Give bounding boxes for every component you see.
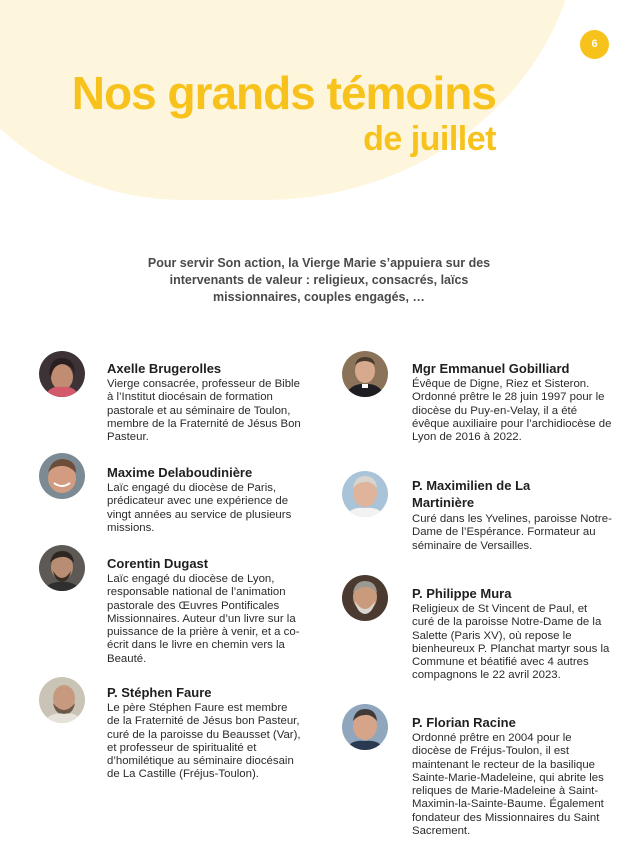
- witness-name: Mgr Emmanuel Gobilliard: [412, 361, 570, 376]
- witness-name: P. Florian Racine: [412, 715, 516, 730]
- witness-description: Laïc engagé du diocèse de Lyon, responsable national de l’animation pastorale des Œuvres Pontificales Missionnaires. Auteur d’un livre sur la puissance de la prière à venir, et a co-écrit dans le livre en chemin vers la Beauté.: [107, 573, 300, 665]
- intro-text: Pour servir Son action, la Vierge Marie s’appuiera sur des intervenants de valeur : religieux, consacrés, laïcs missionnaires, couples engagés, …: [147, 256, 491, 304]
- avatar-portrait: [39, 677, 85, 723]
- witness-name: P. Philippe Mura: [412, 586, 512, 601]
- witness-description: Ordonné prêtre en 2004 pour le diocèse de Fréjus-Toulon, il est maintenant le recteur de la basilique Sainte-Marie-Madeleine, qui abrite les reliques de Marie-Madeleine à Saint-Maximin-la-Sainte-Baume. Également fondateur des Missionnaires du Saint Sacrement.: [412, 732, 604, 838]
- page-subtitle: de juillet: [363, 120, 496, 158]
- witness-name: P. Maximilien de La Martinière: [412, 478, 531, 510]
- avatar-portrait: [39, 351, 85, 397]
- witness-name: Corentin Dugast: [107, 556, 209, 571]
- witness-description: Laïc engagé du diocèse de Paris, prédicateur avec une expérience de vingt années au service de plusieurs missions.: [107, 482, 292, 534]
- page-number-badge: 6: [580, 30, 609, 59]
- witness-name: Axelle Brugerolles: [107, 361, 222, 376]
- witness-description: Vierge consacrée, professeur de Bible à l’Institut diocésain de formation pastorale et au séminaire de Toulon, membre de la Fraternité de Jésus Bon Pasteur.: [107, 378, 301, 444]
- avatar-portrait: [39, 545, 85, 591]
- witness-description: Le père Stéphen Faure est membre de la Fraternité de Jésus bon Pasteur, curé de la paroisse du Beausset (Var), et professeur de spiritualité et d’homilétique au séminaire diocésain de La Castille (Fréjus-Toulon).: [107, 702, 301, 781]
- page-title: Nos grands témoins: [71, 67, 496, 119]
- avatar-portrait: [39, 453, 85, 499]
- avatar-portrait: [342, 471, 388, 517]
- witness-description: Curé dans les Yvelines, paroisse Notre-Dame de l’Espérance. Formateur au séminaire de Versailles.: [412, 513, 612, 552]
- avatar-portrait: [342, 704, 388, 750]
- witness-name: Maxime Delaboudinière: [107, 465, 253, 480]
- witness-description: Religieux de St Vincent de Paul, et curé de la paroisse Notre-Dame de la Salette (Paris XV), où repose le bienheureux P. Planchat martyr sous la Commune et béatifié avec 4 autres compagnons le 22 avril 2023.: [412, 603, 610, 682]
- avatar-portrait: [342, 575, 388, 621]
- avatar-portrait: [342, 351, 388, 397]
- witness-name: P. Stéphen Faure: [107, 685, 212, 700]
- witness-description: Évêque de Digne, Riez et Sisteron. Ordonné prêtre le 28 juin 1997 pour le diocèse du Puy-en-Velay, il a été évêque auxiliaire pour l’archidiocèse de Lyon de 2016 à 2022.: [412, 378, 612, 444]
